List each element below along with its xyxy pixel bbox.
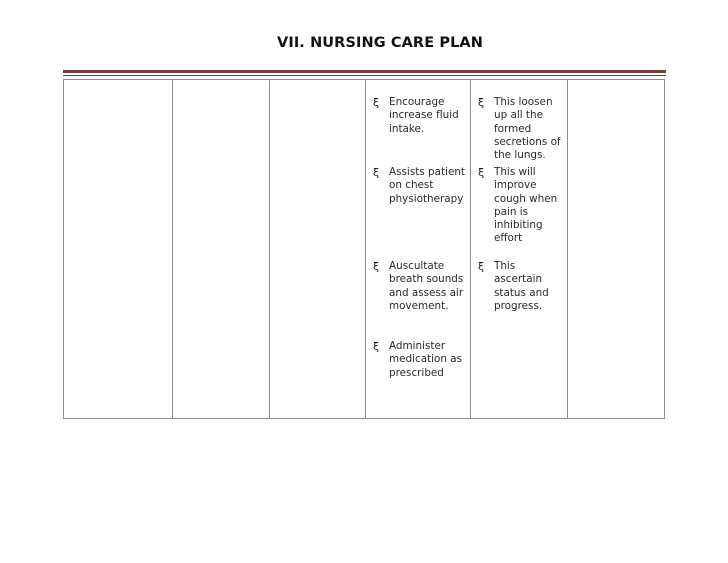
intervention-text: Encourage increase fluid intake. xyxy=(389,96,459,135)
rationale-text: This ascertain status and progress. xyxy=(494,260,549,312)
page-title: VII. NURSING CARE PLAN xyxy=(277,35,483,51)
bullet-icon: ξ xyxy=(373,340,380,353)
bullet-icon: ξ xyxy=(478,96,485,109)
column-diagnosis xyxy=(172,80,270,418)
bullet-icon: ξ xyxy=(478,260,485,273)
intervention-text: Assists patient on chest physiotherapy xyxy=(389,166,466,205)
bullet-icon: ξ xyxy=(373,166,380,179)
title-rule-thick xyxy=(63,70,666,73)
care-plan-table xyxy=(63,79,665,419)
intervention-text: Auscultate breath sounds and assess air movement. xyxy=(389,260,464,312)
rationale-text: This will improve cough when pain is inhibiting effort xyxy=(494,166,558,245)
column-planning xyxy=(269,80,366,418)
bullet-icon: ξ xyxy=(478,166,485,179)
rationale-text: This loosen up all the formed secretions of the lungs. xyxy=(494,96,561,162)
column-evaluation xyxy=(567,80,665,418)
bullet-icon: ξ xyxy=(373,260,380,273)
column-interventions xyxy=(365,80,471,418)
intervention-text: Administer medication as prescribed xyxy=(389,340,463,379)
column-rationale xyxy=(470,80,568,418)
title-rule-thin xyxy=(63,75,666,76)
column-assessment xyxy=(64,80,172,418)
bullet-icon: ξ xyxy=(373,96,380,109)
